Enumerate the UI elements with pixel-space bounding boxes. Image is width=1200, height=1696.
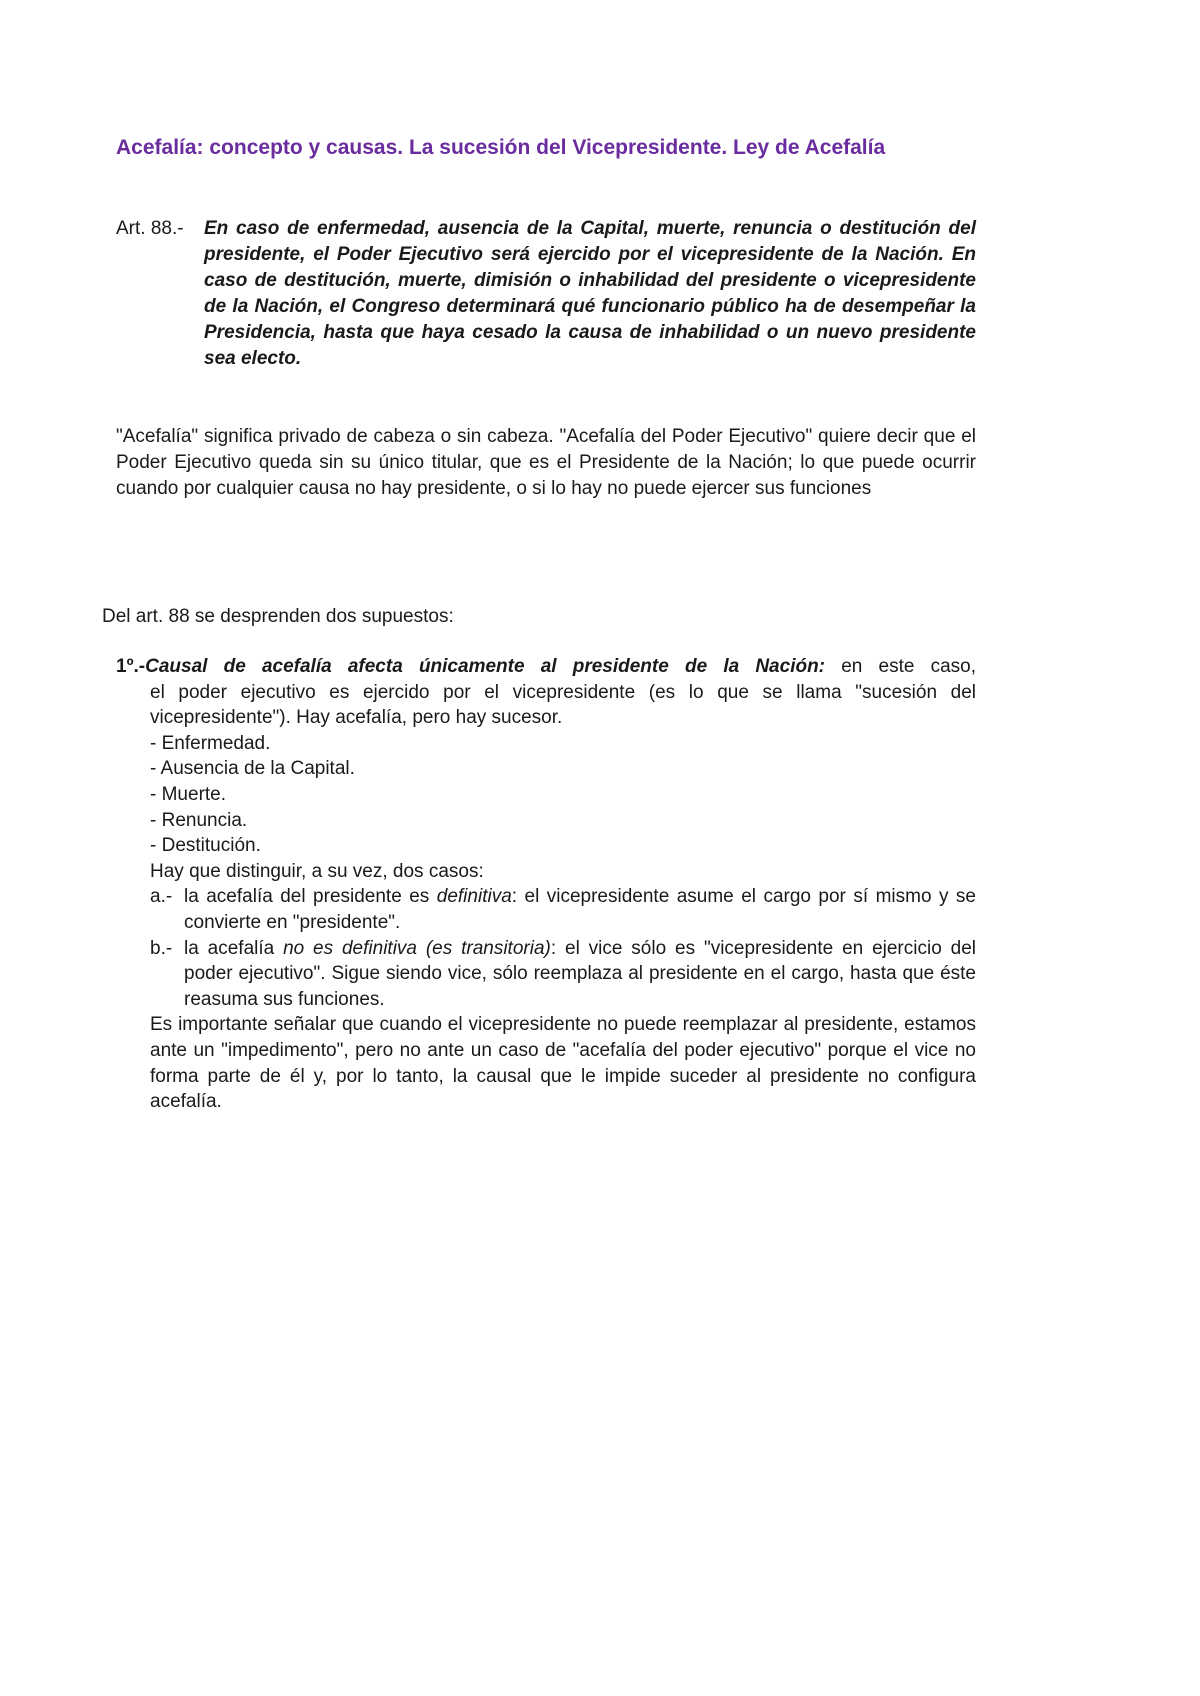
case-b-emphasis: no es definitiva (es transitoria) [283, 937, 551, 959]
case-b-text [184, 936, 976, 1013]
list-item: - Muerte. [150, 783, 227, 805]
case-a-pre: la acefalía del presidente es [184, 886, 437, 908]
document-title: Acefalía: concepto y causas. La sucesión del Vicepresidente. Ley de Acefalía [116, 136, 886, 159]
case-a-label: a.- [150, 886, 173, 908]
case-a [116, 884, 976, 935]
article-label: Art. 88.- [116, 218, 184, 239]
supuesto-1-rest: el poder ejecutivo es ejercido por el vicepresidente (es lo que se llama "sucesión del vicepresidente"). Hay acefalía, pero hay sucesor. [150, 681, 976, 729]
definition-paragraph: "Acefalía" significa privado de cabeza o sin cabeza. "Acefalía del Poder Ejecutivo" quiere decir que el Poder Ejecutivo queda sin su único titular, que es el Presidente de la Nación; lo que puede ocurrir cuando por cualquier causa no hay presidente, o si lo hay no puede ejercer sus funciones [116, 426, 976, 499]
case-b-pre: la acefalía [184, 937, 284, 959]
supuesto-1-lead: en este caso, [825, 656, 976, 677]
list-item: - Renuncia. [150, 809, 248, 831]
distinguish-text: Hay que distinguir, a su vez, dos casos: [150, 860, 484, 882]
case-a-post: : el vicepresidente asume el cargo por sí mismo y se convierte en "presidente". [184, 886, 976, 933]
article-text: En caso de enfermedad, ausencia de la Capital, muerte, renuncia o destitución del presidente, el Poder Ejecutivo será ejercido por el vicepresidente de la Nación. En caso de destitución, muerte, dimisión o inhabilidad del presidente o vicepresidente de la Nación, el Congreso determinará qué funcionario público ha de desempeñar la Presidencia, hasta que haya cesado la causa de inhabilidad o un nuevo presidente sea electo. [204, 218, 976, 369]
supuestos-intro: Del art. 88 se desprenden dos supuestos: [102, 606, 454, 627]
case-a-emphasis: definitiva [436, 886, 512, 908]
article-88 [116, 216, 976, 372]
supuesto-1-first-line [116, 654, 976, 680]
supuesto-1 [116, 654, 976, 1115]
case-a-text [184, 884, 976, 935]
causes-list [116, 731, 976, 859]
case-b [116, 936, 976, 1013]
list-item: - Enfermedad. [150, 732, 271, 754]
list-item: - Destitución. [150, 835, 261, 857]
list-item: - Ausencia de la Capital. [150, 758, 355, 780]
supuesto-1-number: 1º.- [116, 656, 146, 677]
case-b-post: : el vice sólo es "vicepresidente en ejercicio del poder ejecutivo". Sigue siendo vice, sólo reemplaza al presidente en el cargo, hasta que éste reasuma sus funciones. [184, 937, 976, 1010]
closing-paragraph: Es importante señalar que cuando el vicepresidente no puede reemplazar al presidente, estamos ante un "impedimento", pero no ante un caso de "acefalía del poder ejecutivo" porque el vice no forma parte de él y, por lo tanto, la causal que le impide suceder al presidente no configura acefalía. [150, 1014, 976, 1113]
supuesto-1-heading: Causal de acefalía afecta únicamente al presidente de la Nación: [145, 656, 826, 677]
case-b-label: b.- [150, 937, 173, 959]
